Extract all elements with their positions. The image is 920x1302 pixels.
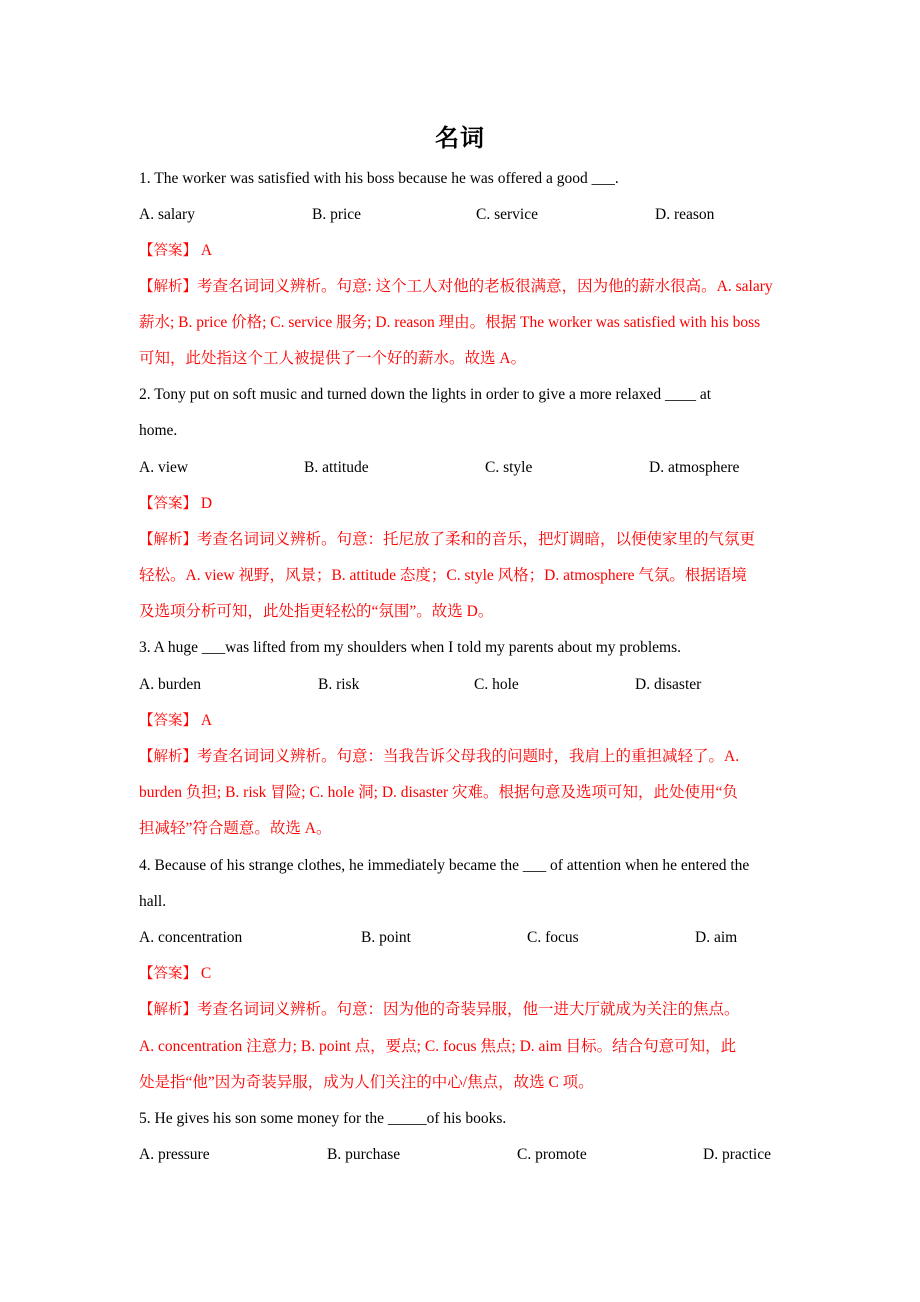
question-3-stem: 3. A huge ___was lifted from my shoulders when I told my parents about my problems.	[139, 639, 681, 656]
question-4-option-c: C. focus	[527, 929, 579, 946]
question-1-option-b: B. price	[312, 206, 362, 223]
question-2-option-d: D. atmosphere	[649, 459, 740, 476]
question-2-analysis-line-1: 【解析】考查名词词义辨析。句意：托尼放了柔和的音乐，把灯调暗，以便使家里的气氛更	[139, 531, 756, 548]
question-3-option-a: A. burden	[139, 676, 201, 693]
question-2-analysis-line-2: 轻松。A. view 视野，风景；B. attitude 态度；C. style 风格；D. atmosphere 气氛。根据语境	[139, 567, 747, 584]
question-4-option-b: B. point	[361, 929, 411, 946]
question-5-option-a: A. pressure	[139, 1146, 210, 1163]
question-1-option-d: D. reason	[655, 206, 715, 223]
question-3-analysis-line-1: 【解析】考查名词词义辨析。句意：当我告诉父母我的问题时，我肩上的重担减轻了。A.	[139, 748, 740, 765]
question-3-option-b: B. risk	[318, 676, 360, 693]
question-2-stem-line-1: 2. Tony put on soft music and turned down the lights in order to give a more relaxed ____ at	[139, 386, 712, 403]
question-1-analysis-line-3: 可知，此处指这个工人被提供了一个好的薪水。故选 A。	[139, 350, 527, 367]
question-1-option-a: A. salary	[139, 206, 195, 223]
answer-value: A	[200, 242, 213, 259]
question-4-analysis-line-2: A. concentration 注意力; B. point 点，要点; C. focus 焦点; D. aim 目标。结合句意可知，此	[139, 1038, 737, 1055]
question-2-option-b: B. attitude	[304, 459, 369, 476]
question-2-answer: 【答案】 D	[139, 495, 213, 512]
question-5-stem: 5. He gives his son some money for the _____of his books.	[139, 1110, 507, 1127]
answer-label: 【答案】	[139, 243, 197, 259]
question-4-option-d: D. aim	[695, 929, 738, 946]
question-5-option-d: D. practice	[703, 1146, 771, 1163]
question-1-analysis-line-2: 薪水; B. price 价格; C. service 服务; D. reason 理由。根据 The worker was satisfied with his boss	[139, 314, 761, 331]
question-1-analysis-line-1: 【解析】考查名词词义辨析。句意: 这个工人对他的老板很满意，因为他的薪水很高。A. salary	[139, 278, 773, 295]
question-3-option-c: C. hole	[474, 676, 519, 693]
question-1-option-c: C. service	[476, 206, 538, 223]
question-3-option-d: D. disaster	[635, 676, 702, 693]
question-5-option-b: B. purchase	[327, 1146, 401, 1163]
question-4-analysis-line-3: 处是指“他”因为奇装异服，成为人们关注的中心/焦点，故选 C 项。	[139, 1074, 594, 1091]
question-4-option-a: A. concentration	[139, 929, 243, 946]
question-5-option-c: C. promote	[517, 1146, 587, 1163]
question-4-stem-line-1: 4. Because of his strange clothes, he immediately became the ___ of attention when he entered the	[139, 857, 750, 874]
analysis-label: 【解析】	[139, 279, 197, 295]
question-4-stem-line-2: hall.	[139, 893, 167, 910]
question-3-analysis-line-3: 担减轻”符合题意。故选 A。	[139, 820, 332, 837]
question-2-analysis-line-3: 及选项分析可知，此处指更轻松的“氛围”。故选 D。	[139, 603, 494, 620]
question-3-analysis-line-2: burden 负担; B. risk 冒险; C. hole 洞; D. disaster 灾难。根据句意及选项可知，此处使用“负	[139, 784, 738, 801]
question-2-option-a: A. view	[139, 459, 189, 476]
page-title: 名词	[435, 124, 485, 152]
question-4-answer: 【答案】 C	[139, 965, 212, 982]
question-4-analysis-line-1: 【解析】考查名词词义辨析。句意：因为他的奇装异服，他一进大厅就成为关注的焦点。	[139, 1001, 740, 1018]
question-1-stem: 1. The worker was satisfied with his boss because he was offered a good ___.	[139, 170, 619, 187]
question-3-answer: 【答案】 A	[139, 712, 213, 729]
question-2-option-c: C. style	[485, 459, 533, 476]
question-1-answer	[139, 241, 212, 261]
question-2-stem-line-2: home.	[139, 422, 178, 439]
